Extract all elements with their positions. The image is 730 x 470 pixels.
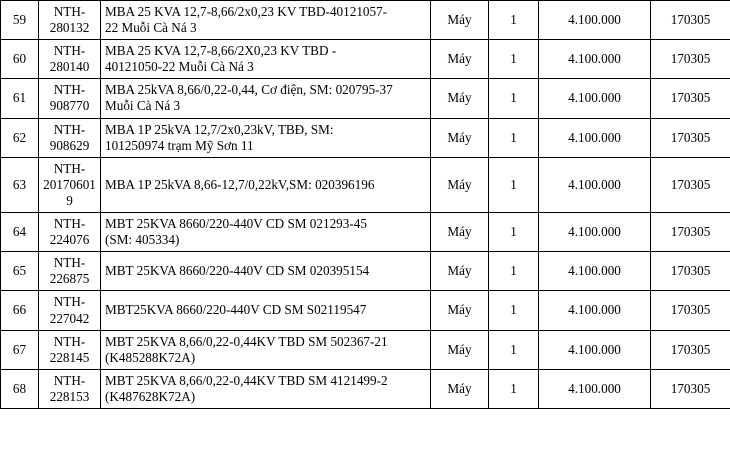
cell-unit (431, 369, 489, 408)
quantity-value: 1 (510, 380, 517, 396)
cell-index (1, 157, 39, 212)
table-row (1, 213, 730, 252)
cell-description (101, 213, 431, 252)
cell-price (539, 118, 651, 157)
desc-line-2: Muỗi Cà Ná 3 (105, 98, 181, 114)
quantity-value: 1 (510, 51, 517, 67)
cell-index (1, 252, 39, 291)
code-line-1: NTH- (53, 160, 86, 176)
cell-description (101, 40, 431, 79)
price-value: 4.100.000 (568, 51, 621, 67)
cell-code (39, 252, 101, 291)
table-body (1, 1, 730, 409)
cell-quantity (489, 213, 539, 252)
cell-description (101, 79, 431, 118)
cell-code (39, 40, 101, 79)
cell-code (39, 330, 101, 369)
cell-account (651, 252, 730, 291)
cell-index (1, 369, 39, 408)
cell-index (1, 1, 39, 40)
code-line-1: NTH- (53, 255, 86, 271)
quantity-value: 1 (510, 263, 517, 279)
unit-value: Máy (447, 302, 472, 318)
account-value: 170305 (670, 224, 711, 240)
code-line-2: 280132 (49, 20, 90, 36)
row-index: 59 (12, 12, 27, 28)
price-value: 4.100.000 (568, 90, 621, 106)
cell-index (1, 79, 39, 118)
cell-price (539, 252, 651, 291)
cell-account (651, 79, 730, 118)
cell-unit (431, 157, 489, 212)
cell-price (539, 1, 651, 40)
unit-value: Máy (447, 263, 472, 279)
desc-line-1: MBT 25KVA 8,66/0,22-0,44KV TBD SM 4121499-2 (105, 372, 388, 388)
cell-account (651, 157, 730, 212)
quantity-value: 1 (510, 224, 517, 240)
code-line-2: 224076 (49, 232, 90, 248)
cell-price (539, 40, 651, 79)
cell-unit (431, 291, 489, 330)
account-value: 170305 (670, 263, 711, 279)
cell-description (101, 118, 431, 157)
table-row (1, 369, 730, 408)
unit-value: Máy (447, 224, 472, 240)
table-row (1, 157, 730, 212)
quantity-value: 1 (510, 129, 517, 145)
cell-unit (431, 40, 489, 79)
cell-quantity (489, 118, 539, 157)
account-value: 170305 (670, 129, 711, 145)
cell-price (539, 291, 651, 330)
cell-index (1, 330, 39, 369)
row-index: 60 (12, 51, 27, 67)
cell-code (39, 291, 101, 330)
row-index: 68 (12, 380, 27, 396)
cell-description (101, 157, 431, 212)
desc-line-2: (K487628K72A) (105, 388, 196, 404)
cell-price (539, 79, 651, 118)
table-row (1, 330, 730, 369)
row-index: 64 (12, 224, 27, 240)
cell-description (101, 330, 431, 369)
code-line-1: NTH- (53, 4, 86, 19)
desc-line-1: MBT 25KVA 8660/220-440V CD SM 021293-45 (105, 216, 367, 232)
desc-line-2: 40121050-22 Muỗi Cà Ná 3 (105, 59, 254, 75)
code-line-1: NTH- (53, 333, 86, 349)
cell-code (39, 118, 101, 157)
desc-line-2: (K485288K72A) (105, 349, 196, 365)
desc-line-1: MBA 25 KVA 12,7-8,66/2X0,23 KV TBD - (105, 43, 337, 59)
account-value: 170305 (670, 90, 711, 106)
cell-unit (431, 79, 489, 118)
cell-quantity (489, 157, 539, 212)
unit-value: Máy (447, 341, 472, 357)
price-value: 4.100.000 (568, 12, 621, 28)
table-row (1, 1, 730, 40)
cell-description (101, 369, 431, 408)
row-index: 62 (12, 129, 27, 145)
cell-price (539, 330, 651, 369)
code-line-2: 227042 (49, 310, 90, 326)
table-row (1, 118, 730, 157)
code-line-2: 908629 (49, 137, 90, 153)
quantity-value: 1 (510, 12, 517, 28)
row-index: 67 (12, 341, 27, 357)
cell-account (651, 1, 730, 40)
cell-quantity (489, 1, 539, 40)
account-value: 170305 (670, 176, 711, 192)
desc-line-1: MBA 1P 25kVA 12,7/2x0,23kV, TBĐ, SM: (105, 121, 334, 137)
cell-description (101, 1, 431, 40)
quantity-value: 1 (510, 302, 517, 318)
cell-code (39, 79, 101, 118)
unit-value: Máy (447, 90, 472, 106)
cell-index (1, 291, 39, 330)
code-line-1: NTH- (53, 372, 86, 388)
cell-account (651, 369, 730, 408)
cell-code (39, 213, 101, 252)
cell-index (1, 40, 39, 79)
code-line-1: NTH- (53, 82, 86, 98)
account-value: 170305 (670, 380, 711, 396)
unit-value: Máy (447, 380, 472, 396)
unit-value: Máy (447, 51, 472, 67)
row-index: 65 (12, 263, 27, 279)
code-line-1: NTH- (53, 294, 86, 310)
code-line-2: 201706019 (43, 176, 96, 208)
unit-value: Máy (447, 129, 472, 145)
cell-account (651, 213, 730, 252)
account-value: 170305 (670, 341, 711, 357)
cell-quantity (489, 252, 539, 291)
cell-account (651, 40, 730, 79)
cell-account (651, 330, 730, 369)
price-value: 4.100.000 (568, 129, 621, 145)
account-value: 170305 (670, 51, 711, 67)
desc-line-1: MBA 25kVA 8,66/0,22-0,44, Cơ điện, SM: 020795-37 (105, 82, 393, 98)
cell-quantity (489, 291, 539, 330)
desc-line-1: MBA 1P 25kVA 8,66-12,7/0,22kV,SM: 020396196 (105, 176, 375, 192)
cell-account (651, 291, 730, 330)
quantity-value: 1 (510, 176, 517, 192)
desc-line-2: (SM: 405334) (105, 232, 180, 248)
code-line-1: NTH- (53, 216, 86, 232)
desc-line-1: MBT25KVA 8660/220-440V CD SM S02119547 (105, 302, 367, 318)
desc-line-2: 22 Muỗi Cà Ná 3 (105, 20, 197, 36)
cell-unit (431, 118, 489, 157)
table-row (1, 79, 730, 118)
desc-line-1: MBT 25KVA 8660/220-440V CD SM 020395154 (105, 263, 370, 279)
cell-unit (431, 252, 489, 291)
cell-quantity (489, 79, 539, 118)
row-index: 63 (12, 176, 27, 192)
cell-price (539, 213, 651, 252)
cell-code (39, 1, 101, 40)
unit-value: Máy (447, 12, 472, 28)
desc-line-1: MBT 25KVA 8,66/0,22-0,44KV TBD SM 502367-21 (105, 333, 388, 349)
cell-index (1, 118, 39, 157)
code-line-2: 228153 (49, 388, 90, 404)
unit-value: Máy (447, 176, 472, 192)
cell-quantity (489, 40, 539, 79)
cell-price (539, 157, 651, 212)
cell-account (651, 118, 730, 157)
table-row (1, 291, 730, 330)
code-line-1: NTH- (53, 121, 86, 137)
cell-unit (431, 213, 489, 252)
table-row (1, 40, 730, 79)
code-line-2: 280140 (49, 59, 90, 75)
desc-line-1: MBA 25 KVA 12,7-8,66/2x0,23 KV TBD-40121057- (105, 4, 388, 19)
cell-quantity (489, 330, 539, 369)
cell-description (101, 252, 431, 291)
price-value: 4.100.000 (568, 263, 621, 279)
cell-code (39, 157, 101, 212)
table-row (1, 252, 730, 291)
cell-quantity (489, 369, 539, 408)
code-line-1: NTH- (53, 43, 86, 59)
price-value: 4.100.000 (568, 341, 621, 357)
price-value: 4.100.000 (568, 302, 621, 318)
row-index: 66 (12, 302, 27, 318)
quantity-value: 1 (510, 341, 517, 357)
code-line-2: 226875 (49, 271, 90, 287)
cell-description (101, 291, 431, 330)
cell-index (1, 213, 39, 252)
account-value: 170305 (670, 302, 711, 318)
desc-line-2: 101250974 trạm Mỹ Sơn 11 (105, 137, 254, 153)
price-value: 4.100.000 (568, 224, 621, 240)
quantity-value: 1 (510, 90, 517, 106)
row-index: 61 (12, 90, 27, 106)
price-value: 4.100.000 (568, 380, 621, 396)
account-value: 170305 (670, 12, 711, 28)
code-line-2: 908770 (49, 98, 90, 114)
cell-unit (431, 1, 489, 40)
cell-unit (431, 330, 489, 369)
cell-price (539, 369, 651, 408)
price-value: 4.100.000 (568, 176, 621, 192)
code-line-2: 228145 (49, 349, 90, 365)
cell-code (39, 369, 101, 408)
